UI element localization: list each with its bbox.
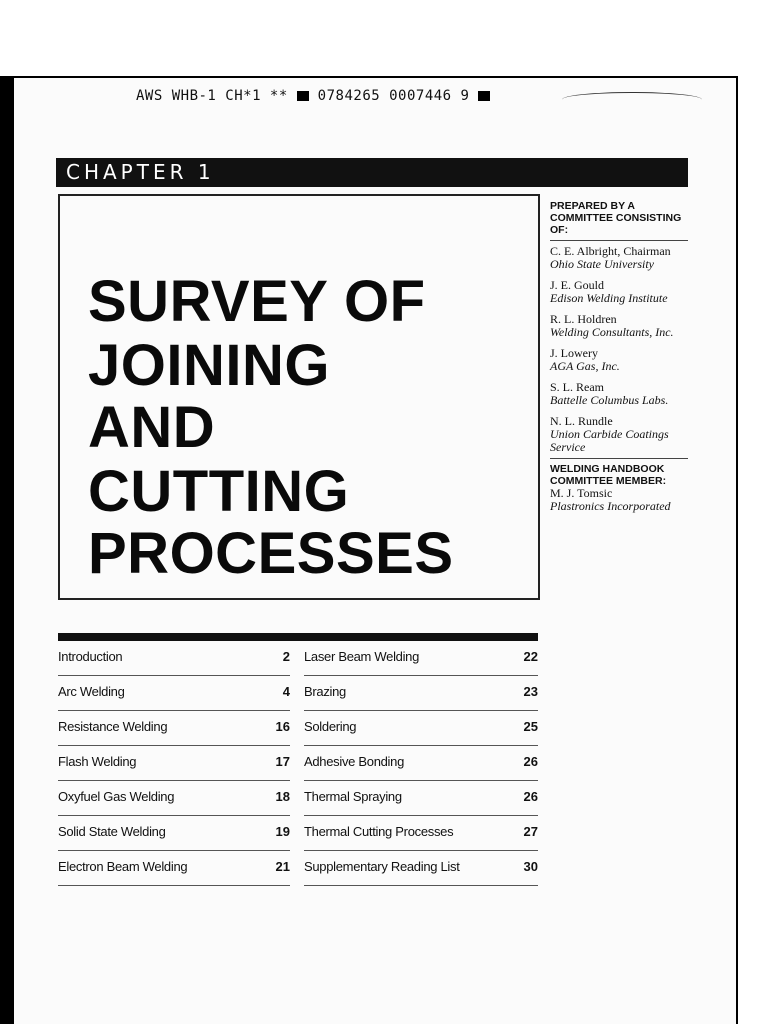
committee-member — [550, 415, 690, 454]
code-prefix: AWS WHB-1 CH*1 ** — [136, 88, 288, 104]
member-name: S. L. Ream — [550, 380, 604, 394]
toc-page: 16 — [275, 719, 290, 734]
toc-title: Brazing — [304, 684, 346, 699]
member-name: M. J. Tomsic — [550, 486, 613, 500]
toc-entry[interactable] — [304, 676, 538, 711]
member-name: J. E. Gould — [550, 278, 604, 292]
committee-member — [550, 381, 690, 407]
member-affiliation: Edison Welding Institute — [550, 291, 668, 305]
toc-title: Resistance Welding — [58, 719, 168, 734]
member-affiliation: Ohio State University — [550, 257, 654, 271]
toc-page: 26 — [523, 789, 538, 804]
member-name: R. L. Holdren — [550, 312, 617, 326]
member-name: C. E. Albright, Chairman — [550, 244, 671, 258]
member-affiliation: Plastronics Incorporated — [550, 499, 671, 513]
toc-page: 19 — [275, 824, 290, 839]
prepared-by-heading: PREPARED BY A COMMITTEE CONSISTING OF: — [550, 200, 682, 236]
toc-entry[interactable] — [58, 816, 290, 851]
toc-title: Oxyfuel Gas Welding — [58, 789, 175, 804]
barcode-block-icon — [297, 91, 309, 101]
toc-page: 22 — [523, 649, 538, 664]
toc-entry[interactable] — [58, 641, 290, 676]
toc-entry[interactable] — [304, 746, 538, 781]
committee-member — [550, 487, 690, 513]
toc-page: 25 — [523, 719, 538, 734]
contents-top-rule — [58, 633, 538, 641]
toc-entry[interactable] — [58, 711, 290, 746]
toc-entry[interactable] — [304, 711, 538, 746]
member-name: J. Lowery — [550, 346, 598, 360]
chapter-bar — [56, 158, 688, 187]
toc-entry[interactable] — [58, 851, 290, 886]
member-affiliation: AGA Gas, Inc. — [550, 359, 620, 373]
toc-page: 2 — [282, 649, 290, 664]
toc-entry[interactable] — [58, 676, 290, 711]
divider — [550, 240, 688, 241]
toc-title: Supplementary Reading List — [304, 859, 460, 874]
document-code-header — [136, 88, 490, 104]
toc-page: 30 — [523, 859, 538, 874]
title-line: CUTTING — [88, 459, 350, 524]
toc-entry[interactable] — [58, 781, 290, 816]
toc-page: 23 — [523, 684, 538, 699]
chapter-label: CHAPTER 1 — [66, 160, 215, 184]
toc-title: Soldering — [304, 719, 357, 734]
title-line: AND — [88, 395, 216, 460]
toc-entry[interactable] — [304, 641, 538, 676]
toc-title: Adhesive Bonding — [304, 754, 404, 769]
title-line: JOINING — [88, 333, 330, 398]
toc-title: Arc Welding — [58, 684, 125, 699]
toc-title: Thermal Spraying — [304, 789, 402, 804]
toc-page: 26 — [523, 754, 538, 769]
title-line: PROCESSES — [88, 521, 454, 586]
toc-page: 17 — [275, 754, 290, 769]
committee-member — [550, 245, 690, 271]
committee-member-heading: WELDING HANDBOOK COMMITTEE MEMBER: — [550, 463, 667, 487]
toc-title: Solid State Welding — [58, 824, 166, 839]
toc-page: 4 — [282, 684, 290, 699]
chapter-title-box — [58, 194, 540, 600]
toc-title: Introduction — [58, 649, 123, 664]
committee-sidebar — [550, 200, 690, 521]
committee-member — [550, 279, 690, 305]
barcode-block-icon — [478, 91, 490, 101]
committee-member — [550, 347, 690, 373]
toc-title: Flash Welding — [58, 754, 137, 769]
toc-entry[interactable] — [304, 851, 538, 886]
toc-entry[interactable] — [58, 746, 290, 781]
member-affiliation: Welding Consultants, Inc. — [550, 325, 674, 339]
toc-title: Laser Beam Welding — [304, 649, 420, 664]
toc-title: Thermal Cutting Processes — [304, 824, 454, 839]
title-line: SURVEY OF — [88, 269, 426, 334]
toc-entry[interactable] — [304, 816, 538, 851]
code-numbers: 0784265 0007446 9 — [317, 88, 470, 104]
divider — [550, 458, 688, 459]
member-affiliation: Union Carbide Coatings Service — [550, 427, 669, 454]
toc-page: 27 — [523, 824, 538, 839]
toc-entry[interactable] — [304, 781, 538, 816]
member-name: N. L. Rundle — [550, 414, 613, 428]
toc-title: Electron Beam Welding — [58, 859, 188, 874]
toc-page: 21 — [275, 859, 290, 874]
member-affiliation: Battelle Columbus Labs. — [550, 393, 669, 407]
toc-page: 18 — [275, 789, 290, 804]
stamp-mark — [562, 92, 702, 107]
committee-member — [550, 313, 690, 339]
